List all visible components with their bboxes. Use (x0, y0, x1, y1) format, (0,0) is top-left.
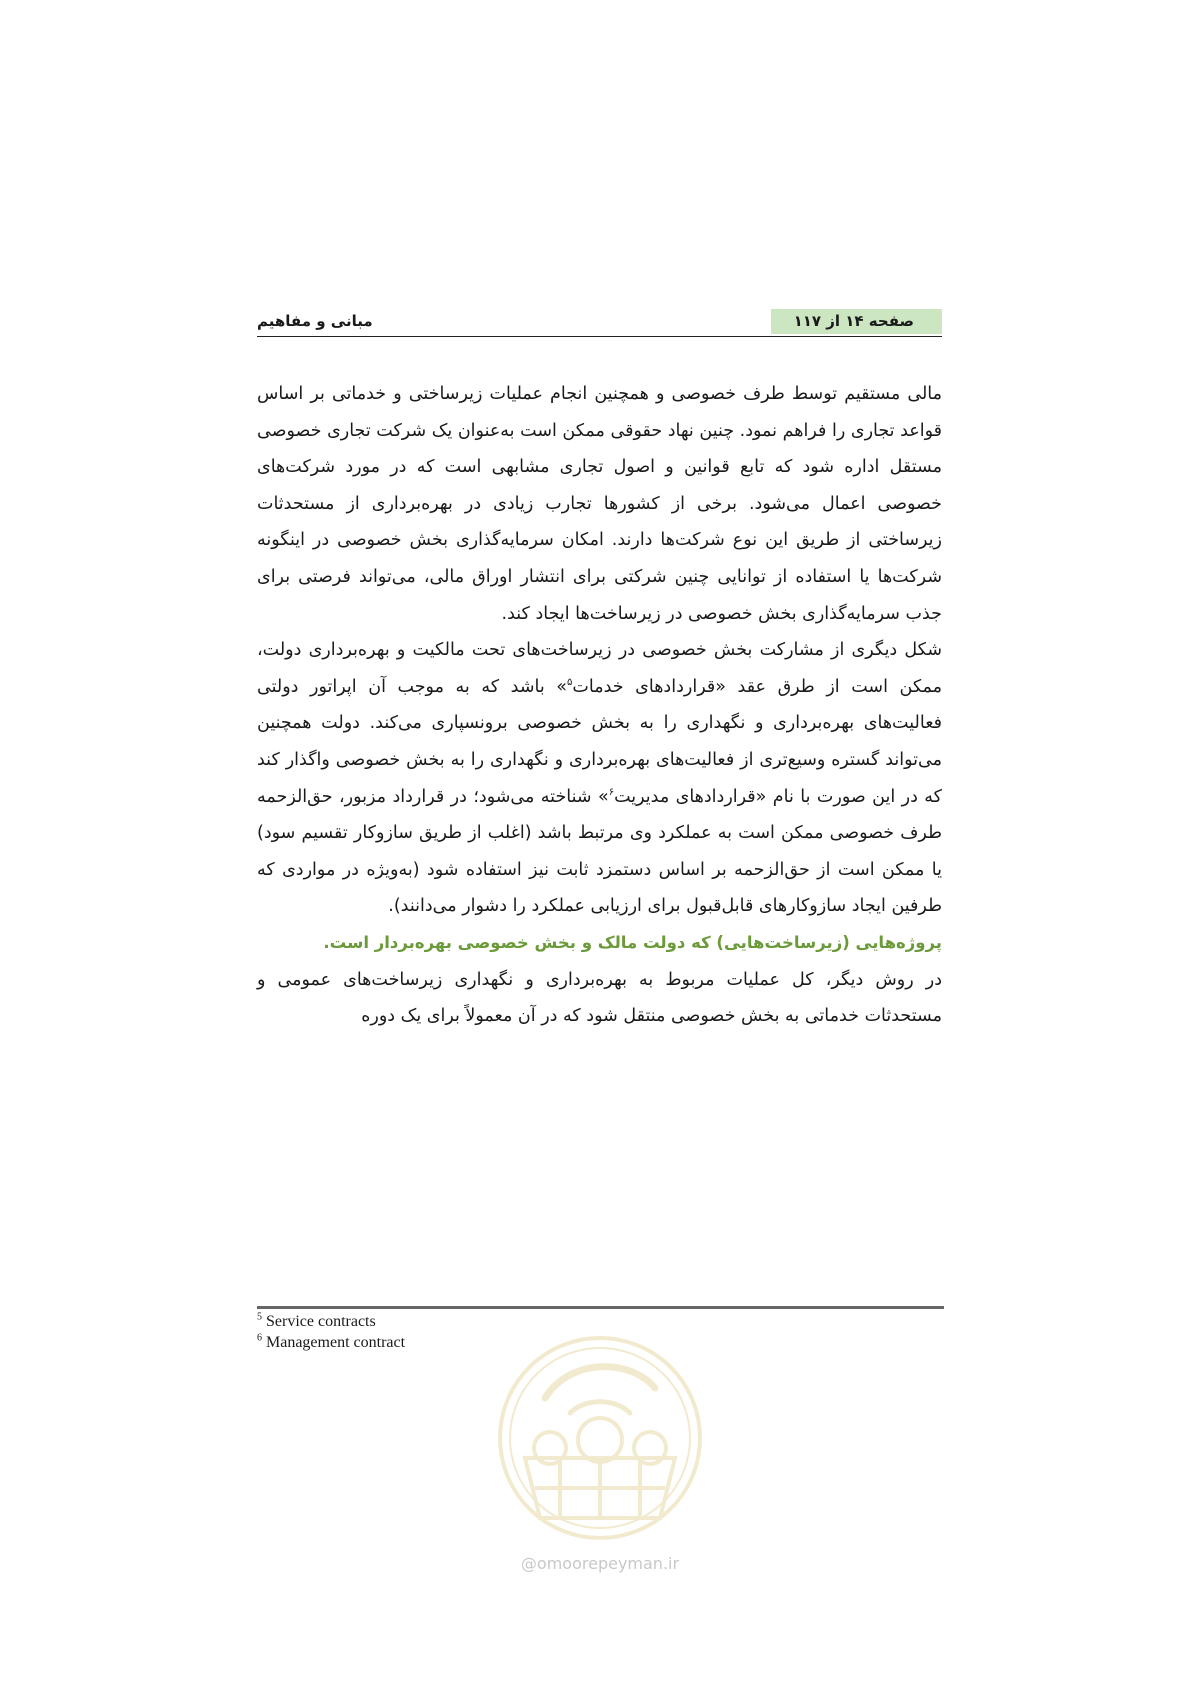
paragraph-2-part-c: » شناخته می‌شود؛ در قرارداد مزبور، حق‌الزحمه طرف خصوصی ممکن است به عملکرد وی مرتبط باشد (اغلب از طریق سازوکار تقسیم سود) یا ممکن است از حق‌الزحمه بر اساس دستمزد ثابت نیز استفاده شود (به‌ویژه در مواردی که طرفین ایجاد سازوکارهای قابل‌قبول برای ارزیابی عملکرد را دشوار می‌دانند). (257, 786, 942, 917)
footnote-ref-5[interactable]: ۵ (567, 676, 573, 688)
footnote-5: $^5$ Service contracts (257, 1311, 376, 1330)
watermark-url: @omoorepeyman.ir (520, 1554, 680, 1573)
subsection-heading: پروژه‌هایی (زیرساخت‌هایی) که دولت مالک و بخش خصوصی بهره‌بردار است. (323, 932, 942, 952)
watermark-logo (490, 1328, 710, 1548)
page-number-badge: صفحه ۱۴ از ۱۱۷ (771, 309, 942, 334)
section-title: مبانی و مفاهیم (257, 312, 373, 330)
footnote-ref-6[interactable]: ۶ (608, 786, 615, 798)
footnote-divider (257, 1306, 944, 1309)
paragraph-3: در روش دیگر، کل عملیات مربوط به بهره‌برداری و نگهداری زیرساخت‌های عمومی و مستحدثات خدماتی به بخش خصوصی منتقل شود که در آن معمولاً برای یک دوره (257, 969, 942, 1027)
paragraph-2-part-a: شکل دیگری از مشارکت بخش خصوصی در زیرساخت‌های تحت مالکیت و بهره‌برداری دولت، ممکن است از طرق عقد «قراردادهای خدمات (257, 640, 942, 697)
footnote-6: $^6$ Management contract (257, 1332, 406, 1351)
paragraph-1: مالی مستقیم توسط طرف خصوصی و همچنین انجام عملیات زیرساختی و خدماتی بر اساس قواعد تجاری را فراهم نمود. چنین نهاد حقوقی ممکن است به‌عنوان یک شرکت تجاری خصوصی مستقل اداره شود که تابع قوانین و اصول تجاری مشابهی است که در مورد شرکت‌های خصوصی اعمال می‌شود. برخی از کشورها تجارب زیادی در بهره‌برداری از مستحدثات زیرساختی از طریق این نوع شرکت‌ها دارند. امکان سرمایه‌گذاری بخش خصوصی در اینگونه شرکت‌ها یا استفاده از توانایی چنین شرکتی برای انتشار اوراق مالی، می‌تواند فرصتی برای جذب سرمایه‌گذاری بخش خصوصی در زیرساخت‌ها ایجاد کند. (257, 384, 942, 624)
body-text (257, 376, 942, 1035)
page-header (257, 308, 942, 337)
paragraph-2 (257, 632, 942, 925)
paragraph-2-part-b: » باشد که به موجب آن اپراتور دولتی فعالیت‌های بهره‌برداری و نگهداری را به بخش خصوصی برونسپاری می‌کند. دولت همچنین می‌تواند گستره وسیع‌تری از فعالیت‌های بهره‌برداری و نگهداری را به بخش خصوصی واگذار کند که در این صورت با نام «قراردادهای مدیریت (257, 676, 942, 807)
